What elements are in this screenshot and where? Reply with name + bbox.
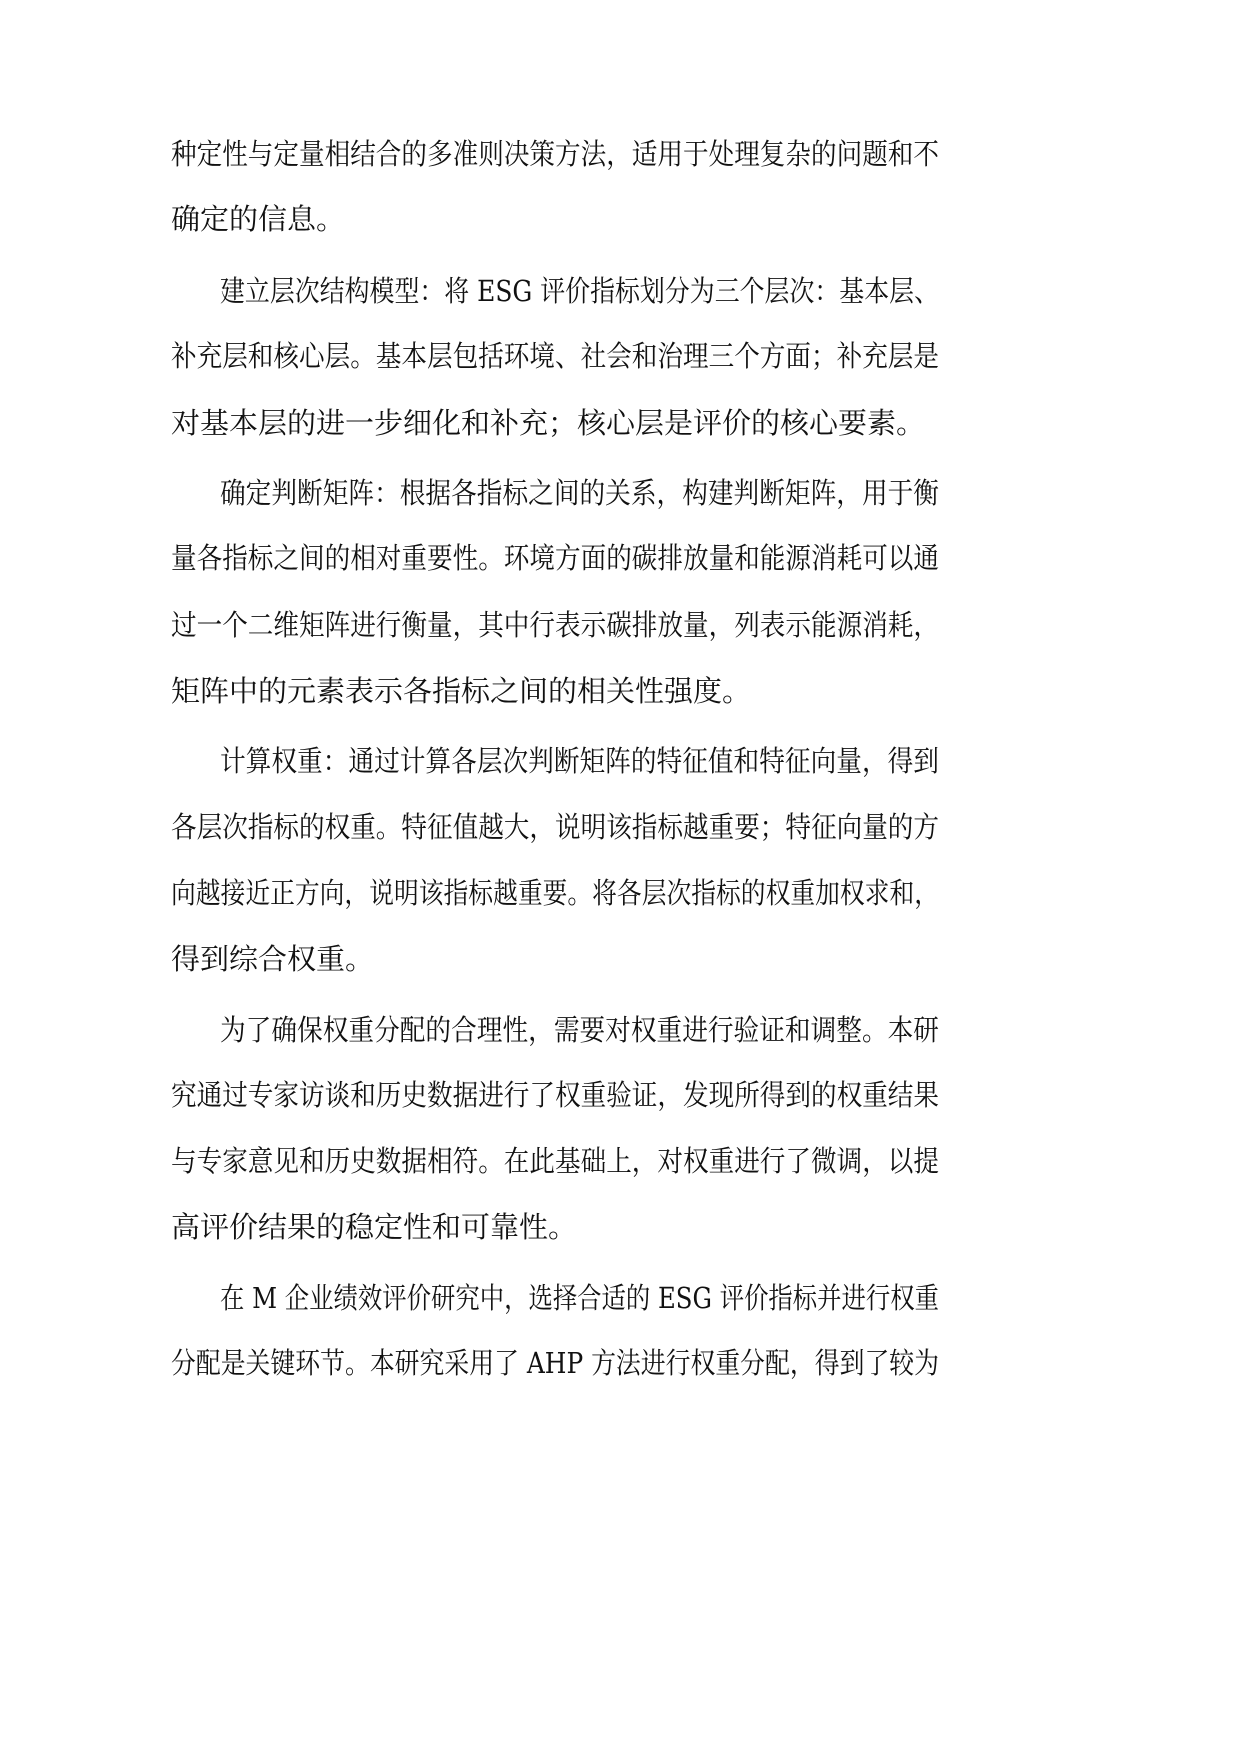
text-line-content: 各层次指标的权重。特征值越大，说明该指标越重要；特征向量的方 [171, 810, 939, 844]
text-line-content: 种定性与定量相结合的多准则决策方法，适用于处理复杂的问题和不 [171, 137, 939, 171]
text-line [0, 124, 1241, 184]
text-line [0, 1000, 1241, 1060]
text-line [0, 661, 1241, 721]
text-line [0, 731, 1241, 791]
text-line [0, 929, 1241, 989]
text-line-content: 建立层次结构模型：将 ESG 评价指标划分为三个层次：基本层、 [220, 274, 939, 308]
text-line-content: 确定判断矩阵：根据各指标之间的关系，构建判断矩阵，用于衡 [220, 476, 939, 510]
text-line [0, 1065, 1241, 1125]
text-line-content: 向越接近正方向，说明该指标越重要。将各层次指标的权重加权求和， [171, 876, 939, 910]
text-line [0, 863, 1241, 923]
text-line-content: 得到综合权重。 [171, 942, 375, 976]
text-line-content: 为了确保权重分配的合理性，需要对权重进行验证和调整。本研 [220, 1013, 939, 1047]
text-line-content: 量各指标之间的相对重要性。环境方面的碳排放量和能源消耗可以通 [171, 541, 939, 575]
text-line-content: 分配是关键环节。本研究采用了 AHP 方法进行权重分配，得到了较为 [171, 1346, 939, 1380]
text-line [0, 393, 1241, 453]
text-line [0, 463, 1241, 523]
text-line [0, 528, 1241, 588]
text-line-content: 过一个二维矩阵进行衡量，其中行表示碳排放量，列表示能源消耗， [171, 608, 939, 642]
text-line-content: 矩阵中的元素表示各指标之间的相关性强度。 [171, 674, 752, 708]
text-line [0, 189, 1241, 249]
text-line-content: 高评价结果的稳定性和可靠性。 [171, 1210, 578, 1244]
text-line [0, 1131, 1241, 1191]
text-line [0, 1333, 1241, 1393]
text-line-content: 确定的信息。 [171, 202, 346, 236]
text-line-content: 计算权重：通过计算各层次判断矩阵的特征值和特征向量，得到 [220, 744, 939, 778]
text-line [0, 261, 1241, 321]
text-line [0, 1268, 1241, 1328]
text-line-content: 与专家意见和历史数据相符。在此基础上，对权重进行了微调，以提 [171, 1144, 939, 1178]
text-line-content: 补充层和核心层。基本层包括环境、社会和治理三个方面；补充层是 [171, 339, 939, 373]
text-line [0, 326, 1241, 386]
text-line [0, 1197, 1241, 1257]
text-line-content: 究通过专家访谈和历史数据进行了权重验证，发现所得到的权重结果 [171, 1078, 939, 1112]
text-line [0, 595, 1241, 655]
text-line-content: 对基本层的进一步细化和补充；核心层是评价的核心要素。 [171, 406, 926, 440]
text-line-content: 在 M 企业绩效评价研究中，选择合适的 ESG 评价指标并进行权重 [220, 1281, 939, 1315]
text-line [0, 797, 1241, 857]
